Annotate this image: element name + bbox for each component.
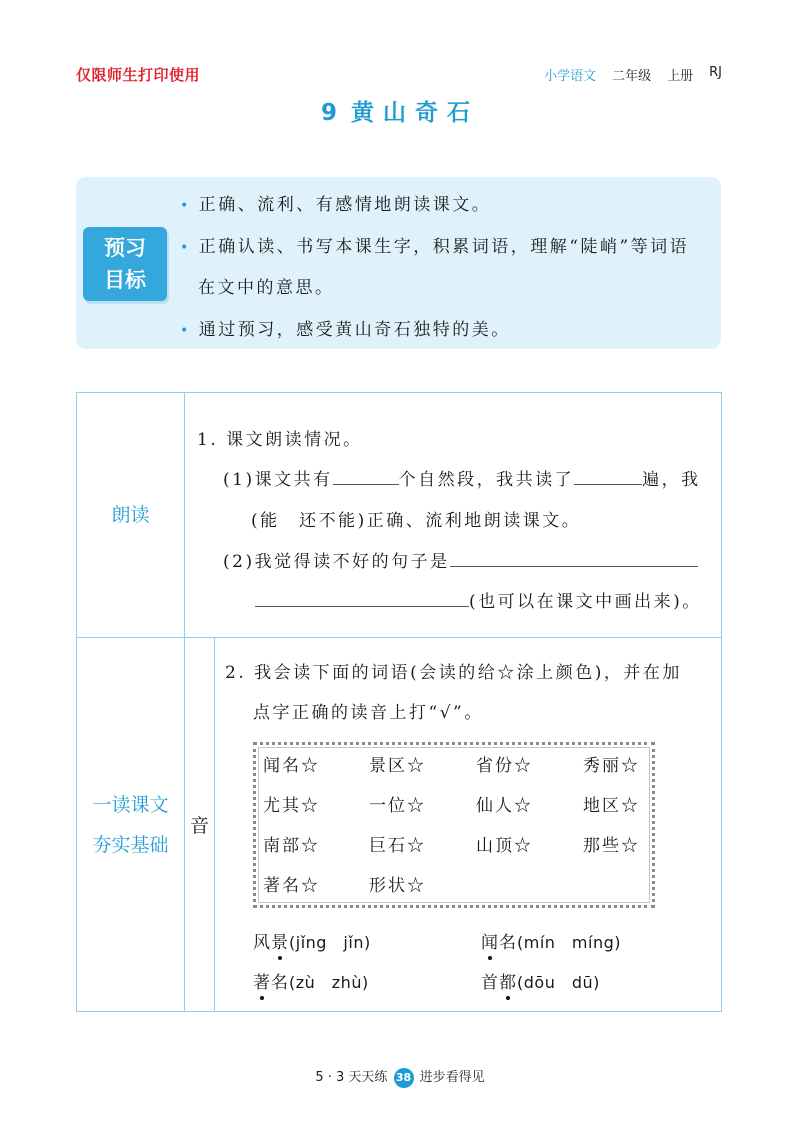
read-times-blank[interactable]: [574, 469, 642, 485]
word-item[interactable]: 省份☆: [476, 756, 533, 776]
q1-1-suffix: 遍，我: [642, 470, 701, 490]
bullet-icon: •: [180, 198, 191, 214]
volume-label: 上册: [667, 69, 694, 84]
q1-1-prefix: (1)课文共有: [223, 470, 333, 490]
word-item[interactable]: 尤其☆: [263, 796, 320, 816]
subject-label: 小学语文: [544, 69, 597, 84]
goal-item-2: [180, 232, 689, 257]
paragraph-count-blank[interactable]: [333, 469, 399, 485]
page-number-badge: 38: [394, 1068, 414, 1088]
footer-slogan: 进步看得见: [419, 1070, 485, 1085]
category-basics: [77, 638, 185, 1012]
word-box: [253, 742, 655, 908]
word-item[interactable]: 巨石☆: [369, 836, 426, 856]
word-item[interactable]: 闻名☆: [263, 756, 320, 776]
q1-1-middle: 个自然段，我共读了: [398, 470, 575, 490]
q1-2-suffix: (也可以在课文中画出来)。: [469, 592, 702, 612]
hard-sentence-blank-2[interactable]: [255, 591, 469, 607]
q1-2-prefix: (2)我觉得读不好的句子是: [223, 552, 450, 572]
word-item[interactable]: 仙人☆: [476, 796, 533, 816]
bullet-icon: •: [180, 323, 191, 339]
word-item[interactable]: 南部☆: [263, 836, 320, 856]
pinyin-choice-1: [253, 928, 371, 953]
pinyin-options[interactable]: (zù zhù): [289, 973, 369, 992]
goal-item-1: [180, 190, 491, 215]
badge-line-1: 预习: [104, 236, 146, 260]
page-footer: [0, 1066, 800, 1088]
word-item[interactable]: 著名☆: [263, 876, 320, 896]
pinyin-char: 名: [499, 933, 517, 953]
q1-title: 1. 课文朗读情况。: [197, 430, 363, 450]
goal-text: 正确、流利、有感情地朗读课文。: [198, 195, 492, 215]
preview-goals-badge: [83, 227, 167, 301]
grade-label: 二年级: [612, 69, 652, 84]
q1-1-line: [223, 465, 701, 490]
edition-label: RJ: [709, 65, 722, 80]
pinyin-choice-4: [481, 968, 600, 993]
q1-2-line2: [255, 587, 702, 612]
dotted-char: 都: [499, 973, 517, 993]
pinyin-char: 风: [253, 933, 271, 953]
word-item[interactable]: 一位☆: [369, 796, 426, 816]
pinyin-options[interactable]: (jǐng jǐn): [289, 933, 371, 952]
sub-label-sound: 音: [185, 638, 215, 1012]
category-reading: 朗读: [77, 393, 185, 638]
pinyin-options[interactable]: (mín míng): [517, 933, 621, 952]
q1-1-line2: (能 还不能)正确、流利地朗读课文。: [251, 511, 582, 531]
q1-2-line: [223, 547, 698, 572]
reading-exercise-cell: [185, 393, 722, 638]
basics-exercise-cell: [215, 638, 722, 1012]
word-item[interactable]: 景区☆: [369, 756, 426, 776]
pinyin-options[interactable]: (dōu dū): [517, 973, 600, 992]
dotted-char: 闻: [481, 933, 499, 953]
category-basics-line-2: 夯实基础: [92, 833, 169, 856]
exercise-table: [76, 392, 722, 1012]
goal-item-2-cont: 在文中的意思。: [198, 278, 335, 298]
footer-brand: 5 · 3 天天练: [315, 1070, 388, 1085]
goal-text: 正确认读、书写本课生字，积累词语，理解“陡峭”等词语: [198, 237, 690, 257]
word-item[interactable]: 形状☆: [369, 876, 426, 896]
preview-goals-panel: [76, 177, 721, 349]
dotted-char: 著: [253, 973, 271, 993]
book-meta: [544, 65, 722, 84]
word-item[interactable]: 秀丽☆: [583, 756, 640, 776]
pinyin-choice-2: [481, 928, 621, 953]
lesson-name: 黄山奇石: [351, 100, 479, 126]
word-item[interactable]: 那些☆: [583, 836, 640, 856]
hard-sentence-blank-1[interactable]: [450, 551, 698, 567]
q2-line2: 点字正确的读音上打“√”。: [253, 703, 484, 723]
pinyin-char: 名: [271, 973, 289, 993]
goal-item-3: [180, 315, 511, 340]
category-basics-line-1: 一读课文: [92, 793, 169, 816]
print-watermark: 仅限师生打印使用: [76, 66, 201, 84]
goal-text: 通过预习，感受黄山奇石独特的美。: [198, 320, 511, 340]
badge-line-2: 目标: [104, 268, 146, 292]
pinyin-char: 首: [481, 973, 499, 993]
q2-line1: 2. 我会读下面的词语(会读的给☆涂上颜色)，并在加: [225, 663, 682, 683]
lesson-number: 9: [320, 100, 337, 126]
pinyin-choice-3: [253, 968, 369, 993]
word-item[interactable]: 地区☆: [583, 796, 640, 816]
bullet-icon: •: [180, 240, 191, 256]
word-item[interactable]: 山顶☆: [476, 836, 533, 856]
dotted-char: 景: [271, 933, 289, 953]
lesson-title: [0, 94, 800, 127]
